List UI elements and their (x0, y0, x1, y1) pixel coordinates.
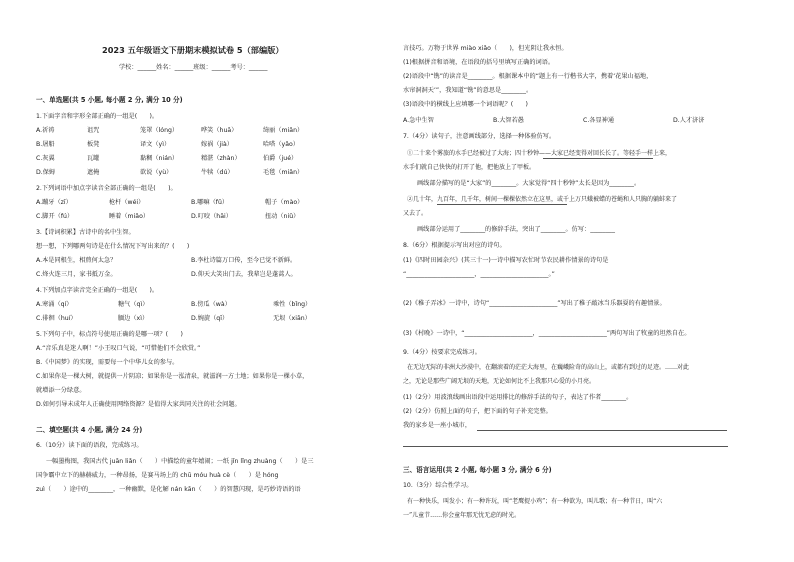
q8-1-blank: “______________________，______________________。” (403, 271, 555, 278)
q6-sub-2: (2)语段中“镌”的读音是________。根据课本中的“题上有一行楷书大字，携着‘花果山福地， (403, 73, 653, 80)
q8-2: (2)《稚子弄冰》一诗中，诗句“______________________”写出了稚子敲冰当乐器耍的有趣情景。 (403, 300, 666, 307)
q6-3-d: D.人才济济 (673, 117, 705, 124)
q9-passage-a: 在无边无际的非洲大沙漠中，在翻滚着的茫茫大海里，在巍峨险奇的高山上，或都有到过的足迹。……对此 (407, 364, 690, 371)
q6-3-b: B.大智若愚 (493, 117, 524, 124)
q6-passage-2: 国争霸中立下的赫赫威力，一种昂扬，是赛马场上的 chū móu huà cè（ ）是 hóng (36, 472, 279, 479)
question-8: 8.（6分）根据提示写出对应的诗句。 (403, 242, 506, 249)
q7-passage-2a: ②几十年，九百年，几千年，树间一棵棵依然立在这里，或千上万只蛾被蜡的苍蝇和人只胸的躺蚌来了 (407, 196, 678, 203)
q1-d-3: 欲说（yù） (140, 169, 173, 176)
q2-c-1: C.脚开（fú） (36, 213, 74, 220)
question-7: 7.（4分）读句子，注意画线部分，选择一种体验仿写。 (403, 133, 556, 140)
student-info-line: 学校：______姓名：______班级：______考号：______ (119, 64, 268, 71)
q4-b-1: B.傍瓜（wà） (191, 301, 231, 308)
q7-sentence-1: 画线部分描写的是“大家”的________。大家觉得“四十秒钟”太长是因为________。 (417, 180, 641, 187)
q7-underline-1 (543, 158, 653, 159)
q1-b-5: 哈嗒（yǎo） (263, 141, 299, 148)
q4-d-1: D.婉旋（qī） (191, 315, 229, 322)
q4-a-1: A.寒涌（qí） (36, 301, 73, 308)
question-9: 9.（4分）按要求完成练习。 (403, 349, 481, 356)
question-4: 4.下列加点字读音完全正确的一组是( )。 (36, 287, 159, 294)
q10-passage-a: 有一种快乐，叫发小；有一种许玩，叫“老鹰捉小鸡”；有一种欲为，叫儿歌；有一种节日，叫“六 (407, 498, 663, 505)
q1-b-3: 译文（yì） (140, 141, 171, 148)
q9-3: 我的家乡是一座小城市， (403, 422, 472, 429)
q3-c: C.烽火连三月，家书抵万金。 (36, 271, 117, 278)
q4-d-2: 无垠（xiān） (273, 315, 311, 322)
q6-passage-4: 言技巧。万物于世界 miào xiǎo（ )，但光阴让我永恒。 (403, 45, 568, 52)
q6-3-a: A.急中生智 (403, 117, 434, 124)
q7-underline-2 (437, 204, 567, 205)
q5-d: D.如何引导未成年人正确使用网络资源？是值得大家共同关注的社会问题。 (36, 401, 241, 408)
q9-2: (2)（2分）仿照上面的句子，把下面的句子补充完整。 (403, 408, 552, 415)
q5-c: C.如果你是一棵大树，就提供一片阴凉；如果你是一泓清泉，就滋润一方土地；如果你是一棵小草， (36, 373, 309, 380)
question-3-title: 3.【诗词积累】古诗中的名中生智。 (36, 229, 135, 236)
q1-a-1: A.祈祷 (36, 127, 55, 134)
q6-3-c: C.各显神通 (583, 117, 615, 124)
q7-passage-1a: ①二十来个雾旅的水手已经被过了大海；四十秒钟——大家已经变得对回长长了。等轻手一样上来， (407, 150, 672, 157)
section-3-heading: 三、语言运用(共 2 小题, 每小题 3 分, 满分 6 分) (403, 466, 552, 474)
q9-answer-line-2 (403, 446, 728, 447)
question-10: 10.（3分）综合性学习。 (403, 482, 473, 489)
q2-a-1: A.蹦牙（zī） (36, 199, 72, 206)
q6-sub-2-cont: 水帘洞洞天’”，我知道“镌”的意思是________。 (403, 87, 533, 94)
q1-c-5: 伯爵（jué） (263, 155, 298, 162)
q7-sentence-2: 画线部分运用了________的修辞手法，突出了________。仿写：________ (417, 226, 615, 233)
q8-3: (3)《村晚》一诗中，“______________________，______________________”两句写出了牧童的坦然自在。 (403, 330, 691, 337)
q1-a-5: 绮丽（miǎn） (263, 127, 304, 134)
q9-3-answer-line (477, 430, 727, 431)
q2-d-2: 扭动（niǔ） (265, 213, 300, 220)
q6-sub-3: (3)语段中的横线上应填哪一个词语呢？( ) (403, 101, 528, 108)
q1-a-2: 诅咒 (87, 127, 100, 134)
q5-c-cont: 就增添一分绿意。 (36, 387, 86, 394)
q2-b-2: 帽子（mào） (265, 199, 304, 206)
section-1-heading: 一、单选题(共 5 小题, 每小题 2 分, 满分 10 分) (36, 96, 183, 104)
q2-a-2: 枪杆（wéi） (109, 199, 145, 206)
q2-b-1: B.哪嘛（fǔ） (191, 199, 229, 206)
q1-c-2: 瓦罐 (87, 155, 100, 162)
q1-d-2: 遮掩 (87, 169, 100, 176)
q3-a: A.本是同根生，相煎何太急？ (36, 257, 117, 264)
q9-1: (1)（2分）用波浪线画出语段中运用排比的修辞手法的句子，表达了作者________。 (403, 394, 633, 401)
q9-passage-b: 之，无论是那些广阔无垠的天地，无论如何比不上我那只心爱的小月亮。 (403, 378, 596, 385)
q5-a: A.“音乐真是迷人啊！”小王叹口气说，“可惜他们不会欣赏。” (36, 345, 201, 352)
q4-a-2: 糖气（qì） (118, 301, 149, 308)
right-page (397, 0, 794, 562)
q5-b: B.《中国梦》的实现，需要每一个中华儿女的参与。 (36, 359, 179, 366)
q3-d: D.仰天大笑出门去，我辈岂是蓬蒿人。 (191, 271, 297, 278)
q4-b-2: 乘性（bǐng） (273, 301, 312, 308)
q1-d-1: D.保姆 (36, 169, 56, 176)
q1-d-4: 牛犊（dú） (201, 169, 234, 176)
section-2-heading: 二、填空题(共 4 小题, 满分 24 分) (36, 426, 143, 434)
q2-d-1: D.叮咬（hāi） (191, 213, 232, 220)
exam-title: 2023 五年级语文下册期末模拟试卷 5（部编版） (102, 45, 284, 55)
q1-c-1: C.灰翼 (36, 155, 55, 162)
q6-passage-1: 一幅墨梅图，我国古代 juān liǎn（ ）中描绘的童年嬉闹；一纸 jǐn lǐng zhuàng（ ）是三 (46, 458, 314, 465)
question-3-prompt: 想一想，下列哪两句诗是在什么情况下写出来的？( ) (36, 243, 190, 250)
q2-c-2: 睡着（miǎo） (109, 213, 150, 220)
q1-b-2: 板凳 (87, 141, 100, 148)
q4-c-1: C.徘徊（huí） (36, 315, 77, 322)
q3-b: B.李杜诗篇万口传，至今已觉不新鲜。 (191, 257, 297, 264)
q6-sub-1: (1)根据拼音和语境，在语段的括号里填写正确的词语。 (403, 59, 555, 66)
q1-d-5: 毛毯（miǎn） (263, 169, 304, 176)
q1-b-4: 嫁祸（jià） (201, 141, 233, 148)
q1-a-4: 哗笑（huā） (201, 127, 238, 134)
question-1: 1.下面字音和字形全部正确的一组是( )。 (36, 113, 159, 120)
q1-c-4: 精湛（zhàn） (201, 155, 241, 162)
q4-c-2: 腼边（xì） (118, 315, 149, 322)
q6-passage-3: zuì（ ）途中的________，一种幽默，是化解 nán kān（ ）的智慧闪现，是巧妙诗语的语 (36, 486, 301, 493)
q10-passage-b: 一”儿童节……你会童年那无忧无虑的时光。 (403, 512, 521, 519)
q8-1: (1)《四时田园杂兴》(其三十一)一诗中描写农忙时节农民耕作情景的诗句是 (403, 257, 609, 264)
question-6: 6.（10分）读下面的语段，完成练习。 (36, 442, 143, 449)
question-5: 5.下列句子中，标点符号使用正确的是哪一项？( ) (36, 331, 183, 338)
q1-a-3: 笼罩（lóng） (140, 127, 179, 134)
q7-passage-1b: 水手们就自己快快的打开了他，把他放上了甲板。 (403, 164, 536, 171)
q7-passage-2b: 又去了。 (403, 210, 428, 217)
q1-b-1: B.屠船 (36, 141, 55, 148)
question-2: 2.下列词语中加点字读音全部正确的一组是( )。 (36, 185, 177, 192)
q1-c-3: 黏稠（nián） (140, 155, 179, 162)
